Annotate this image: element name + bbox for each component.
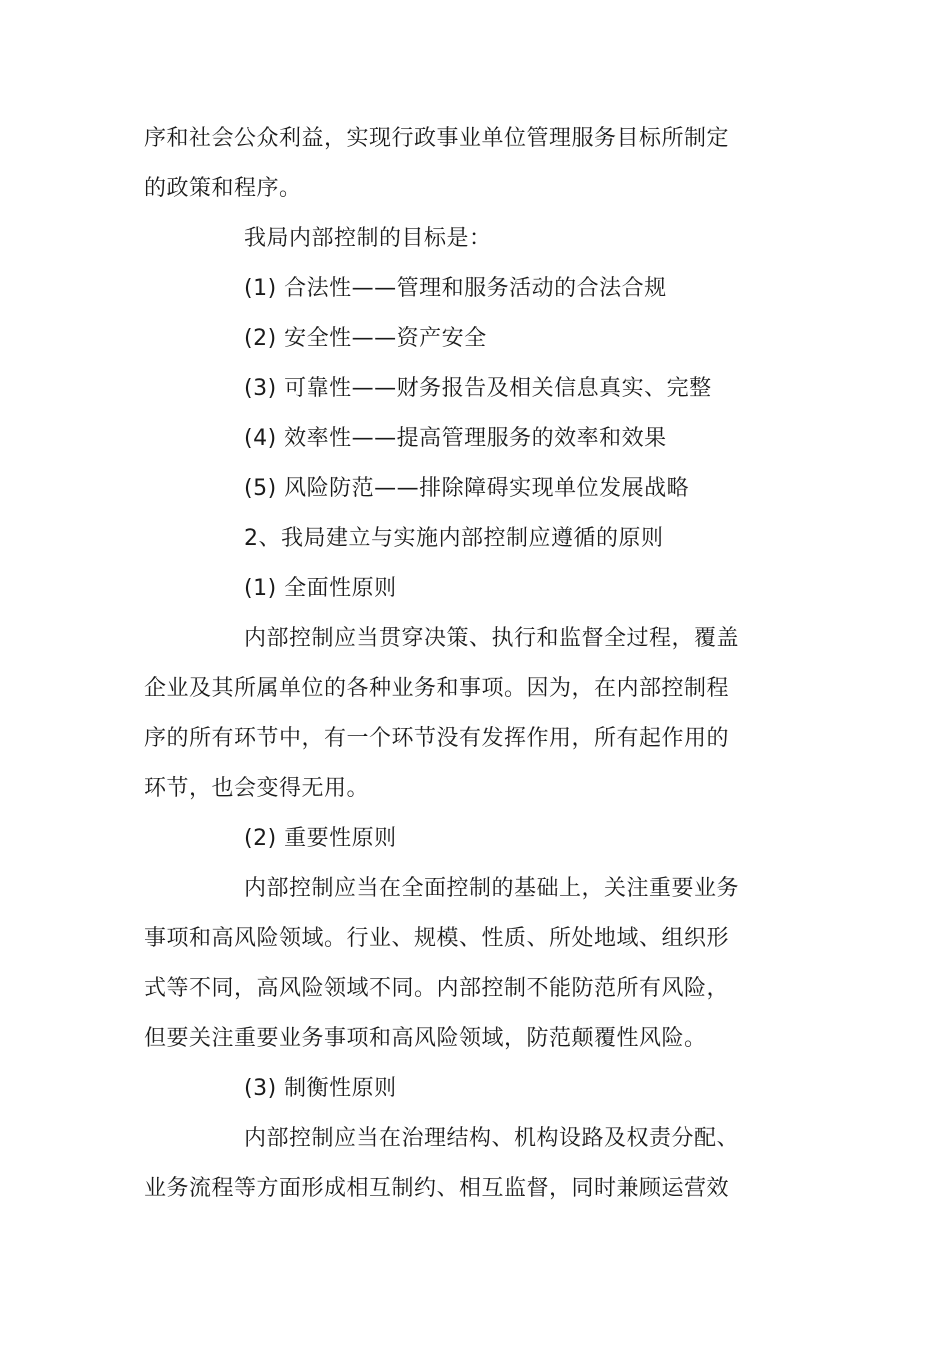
paragraph-line: 序和社会公众利益，实现行政事业单位管理服务目标所制定 bbox=[144, 126, 730, 151]
paragraph-line: 内部控制应当在全面控制的基础上，关注重要业务 bbox=[244, 876, 740, 901]
list-item: (5) 风险防范——排除障碍实现单位发展战略 bbox=[244, 476, 690, 501]
list-item: (1) 合法性——管理和服务活动的合法合规 bbox=[244, 276, 667, 301]
list-item: (3) 可靠性——财务报告及相关信息真实、完整 bbox=[244, 376, 712, 401]
paragraph-line: 内部控制应当在治理结构、机构设路及权责分配、 bbox=[244, 1126, 740, 1151]
paragraph-line: 业务流程等方面形成相互制约、相互监督，同时兼顾运营效 bbox=[144, 1176, 730, 1201]
principle-heading: (1) 全面性原则 bbox=[244, 576, 397, 601]
paragraph-line: 但要关注重要业务事项和高风险领域，防范颠覆性风险。 bbox=[144, 1026, 707, 1051]
principle-heading: (3) 制衡性原则 bbox=[244, 1076, 397, 1101]
paragraph-line: 环节，也会变得无用。 bbox=[144, 776, 370, 801]
paragraph-line: 序的所有环节中，有一个环节没有发挥作用，所有起作用的 bbox=[144, 726, 730, 751]
paragraph-line: 内部控制应当贯穿决策、执行和监督全过程，覆盖 bbox=[244, 626, 740, 651]
paragraph-line: 事项和高风险领域。行业、规模、性质、所处地域、组织形 bbox=[144, 926, 730, 951]
list-item: (2) 安全性——资产安全 bbox=[244, 326, 487, 351]
paragraph-line: 的政策和程序。 bbox=[144, 176, 302, 201]
principle-heading: (2) 重要性原则 bbox=[244, 826, 397, 851]
section-intro: 我局内部控制的目标是： bbox=[244, 226, 492, 251]
paragraph-line: 企业及其所属单位的各种业务和事项。因为，在内部控制程 bbox=[144, 676, 730, 701]
paragraph-line: 式等不同，高风险领域不同。内部控制不能防范所有风险， bbox=[144, 976, 730, 1001]
section-heading: 2、我局建立与实施内部控制应遵循的原则 bbox=[244, 526, 664, 551]
list-item: (4) 效率性——提高管理服务的效率和效果 bbox=[244, 426, 667, 451]
